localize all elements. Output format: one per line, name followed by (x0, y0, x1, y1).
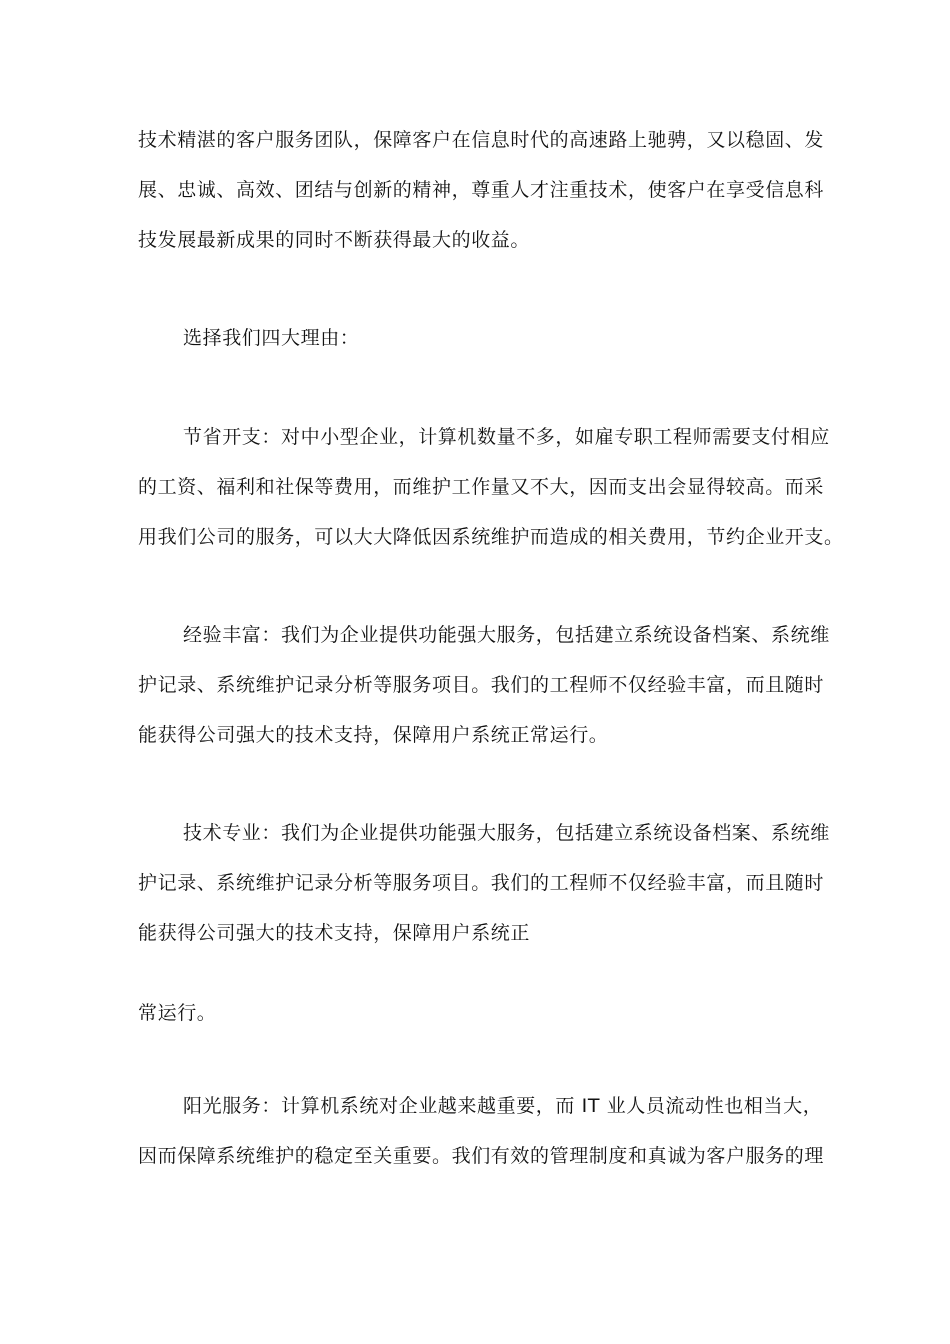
text-line: 常运行。 (138, 1002, 217, 1024)
text-line: 技术精湛的客户服务团队，保障客户在信息时代的高速路上驰骋，又以稳固、发 (138, 129, 825, 151)
text-line: 的工资、福利和社保等费用，而维护工作量又不大，因而支出会显得较高。而采 (138, 476, 825, 498)
text-line: 能获得公司强大的技术支持，保障用户系统正 (138, 922, 531, 944)
text-line: 护记录、系统维护记录分析等服务项目。我们的工程师不仅经验丰富，而且随时 (138, 674, 825, 696)
text-line: 能获得公司强大的技术支持，保障用户系统正常运行。 (138, 724, 609, 746)
text-line: 护记录、系统维护记录分析等服务项目。我们的工程师不仅经验丰富，而且随时 (138, 872, 825, 894)
text-line: 用我们公司的服务，可以大大降低因系统维护而造成的相关费用，节约企业开支。 (138, 526, 844, 548)
text-line: 技术专业：我们为企业提供功能强大服务，包括建立系统设备档案、系统维 (183, 822, 830, 844)
reasons-heading: 选择我们四大理由： (183, 327, 360, 349)
text-line: 节省开支：对中小型企业，计算机数量不多，如雇专职工程师需要支付相应 (183, 426, 830, 448)
text-line: 技发展最新成果的同时不断获得最大的收益。 (138, 229, 531, 251)
text-line: 经验丰富：我们为企业提供功能强大服务，包括建立系统设备档案、系统维 (183, 624, 830, 646)
text-line: 展、忠诚、高效、团结与创新的精神，尊重人才注重技术，使客户在享受信息科 (138, 179, 825, 201)
text-line: 阳光服务：计算机系统对企业越来越重要，而 IT 业人员流动性也相当大， (183, 1095, 823, 1117)
text-line: 因而保障系统维护的稳定至关重要。我们有效的管理制度和真诚为客户服务的理 (138, 1145, 825, 1167)
